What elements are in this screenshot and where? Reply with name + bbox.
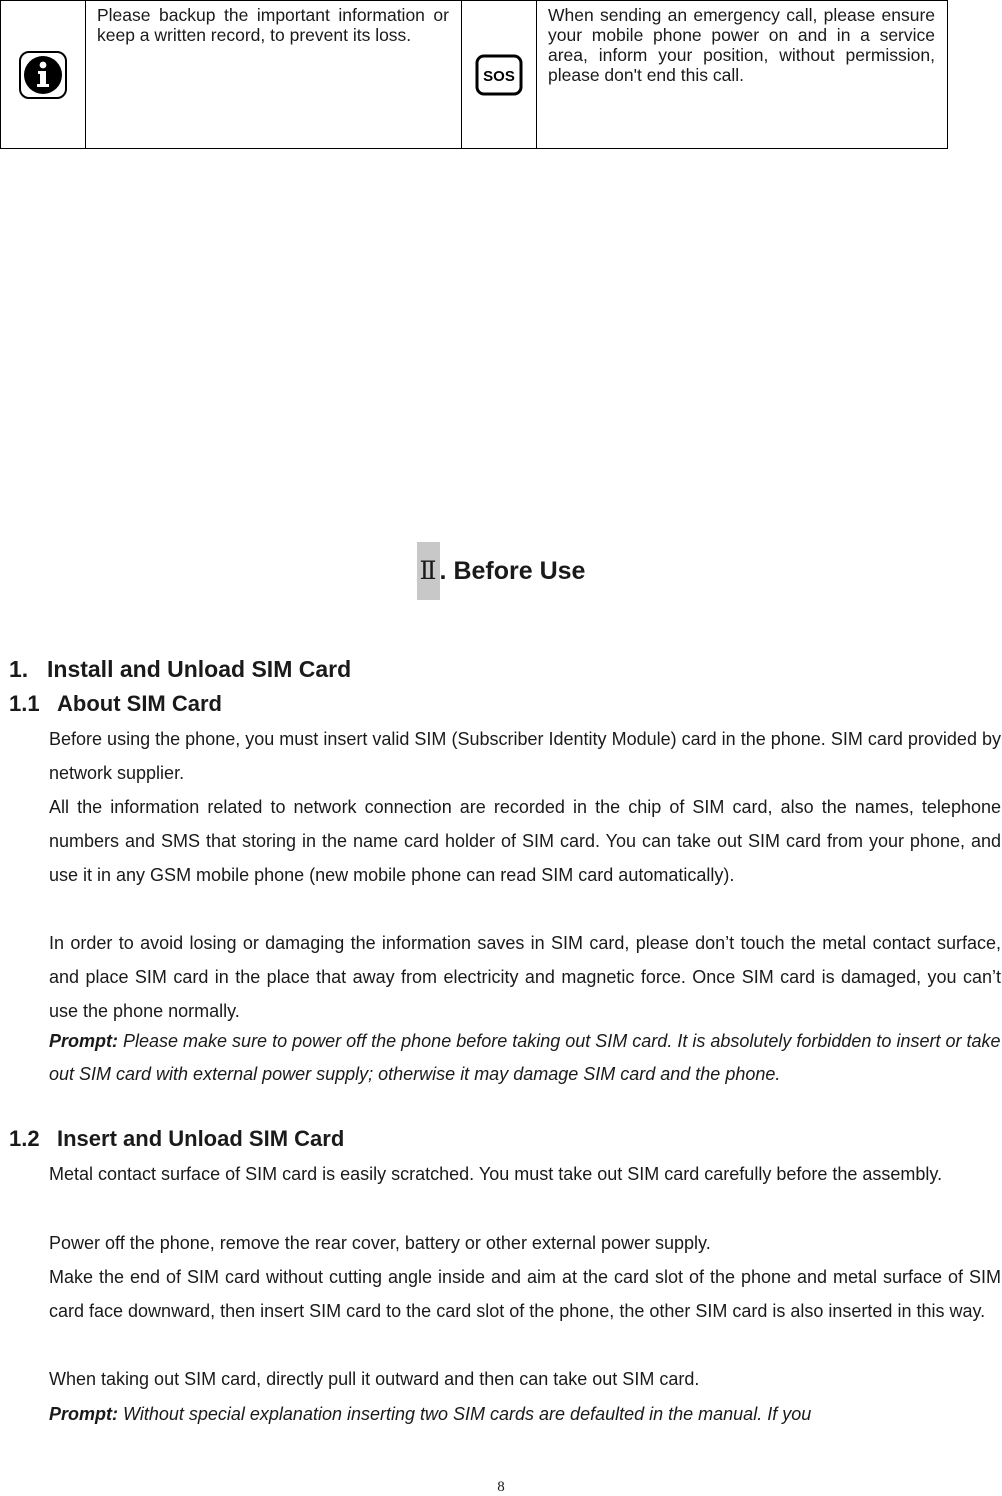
notice-table (0, 0, 948, 149)
insert-sim-paragraph: Make the end of SIM card without cutting angle inside and aim at the card slot of the phone and metal surface of SIM card face downward, then insert SIM card to the card slot of the phone, the other SIM card is also inserted in this way. (49, 1267, 1001, 1321)
section-1-1-heading (9, 689, 222, 719)
scratch-warning-paragraph: Metal contact surface of SIM card is easily scratched. You must take out SIM card carefully before the assembly. (49, 1164, 943, 1184)
sos-icon (475, 54, 523, 96)
section-1-number: 1. (9, 656, 29, 682)
section-1-2-heading (9, 1124, 344, 1154)
prompt-text: Please make sure to power off the phone before taking out SIM card. It is absolutely forbidden to insert or take out SIM card with external power supply; otherwise it may damage SIM card and the phone. (49, 1031, 1001, 1084)
sos-icon-cell (462, 1, 537, 149)
prompt-text-2: Without special explanation inserting two SIM cards are defaulted in the manual. If you (118, 1404, 812, 1424)
prompt-label: Prompt: (49, 1031, 118, 1051)
backup-notice-text: Please backup the important information or keep a written record, to prevent its loss. (97, 5, 449, 45)
section-1-2-title: Insert and Unload SIM Card (57, 1126, 345, 1151)
power-off-paragraph: Power off the phone, remove the rear cover, battery or other external power supply. (49, 1233, 711, 1253)
sim-care-paragraph: In order to avoid losing or damaging the information saves in SIM card, please don’t touch the metal contact surface, and place SIM card in the place that away from electricity and magnetic force. Once SIM card is damaged, you can’t use the phone normally. (49, 933, 1001, 1021)
sos-icon-label: SOS (483, 67, 515, 85)
take-out-sim-paragraph: When taking out SIM card, directly pull it outward and then can take out SIM card. (49, 1369, 700, 1389)
chapter-title: . Before Use (439, 557, 586, 585)
emergency-notice-text: When sending an emergency call, please ensure your mobile phone power on and in a service area, inform your position, without permission, please don't end this call. (548, 5, 935, 85)
info-icon-cell (1, 1, 86, 149)
sim-prompt-1 (49, 1025, 1001, 1091)
emergency-notice-cell (537, 1, 948, 149)
section-1-title: Install and Unload SIM Card (47, 656, 352, 682)
chapter-heading (0, 542, 1002, 600)
sim-prompt-2 (49, 1398, 1001, 1431)
section-1-1-title: About SIM Card (57, 691, 222, 716)
info-icon (19, 51, 67, 99)
prompt-label-2: Prompt: (49, 1404, 118, 1424)
backup-notice-cell (86, 1, 462, 149)
chapter-numeral: Ⅱ (417, 542, 440, 600)
section-1-1-number: 1.1 (9, 691, 40, 716)
page-number: 8 (497, 1479, 505, 1495)
section-1-heading (9, 654, 351, 684)
section-1-2-number: 1.2 (9, 1126, 40, 1151)
sim-info-paragraph: All the information related to network connection are recorded in the chip of SIM card, also the names, telephone numbers and SMS that storing in the name card holder of SIM card. You can take out SIM card from your phone, and use it in any GSM mobile phone (new mobile phone can read SIM card automatically). (49, 797, 1001, 885)
sim-intro-paragraph: Before using the phone, you must insert valid SIM (Subscriber Identity Module) card in the phone. SIM card provided by network supplier. (49, 729, 1001, 783)
